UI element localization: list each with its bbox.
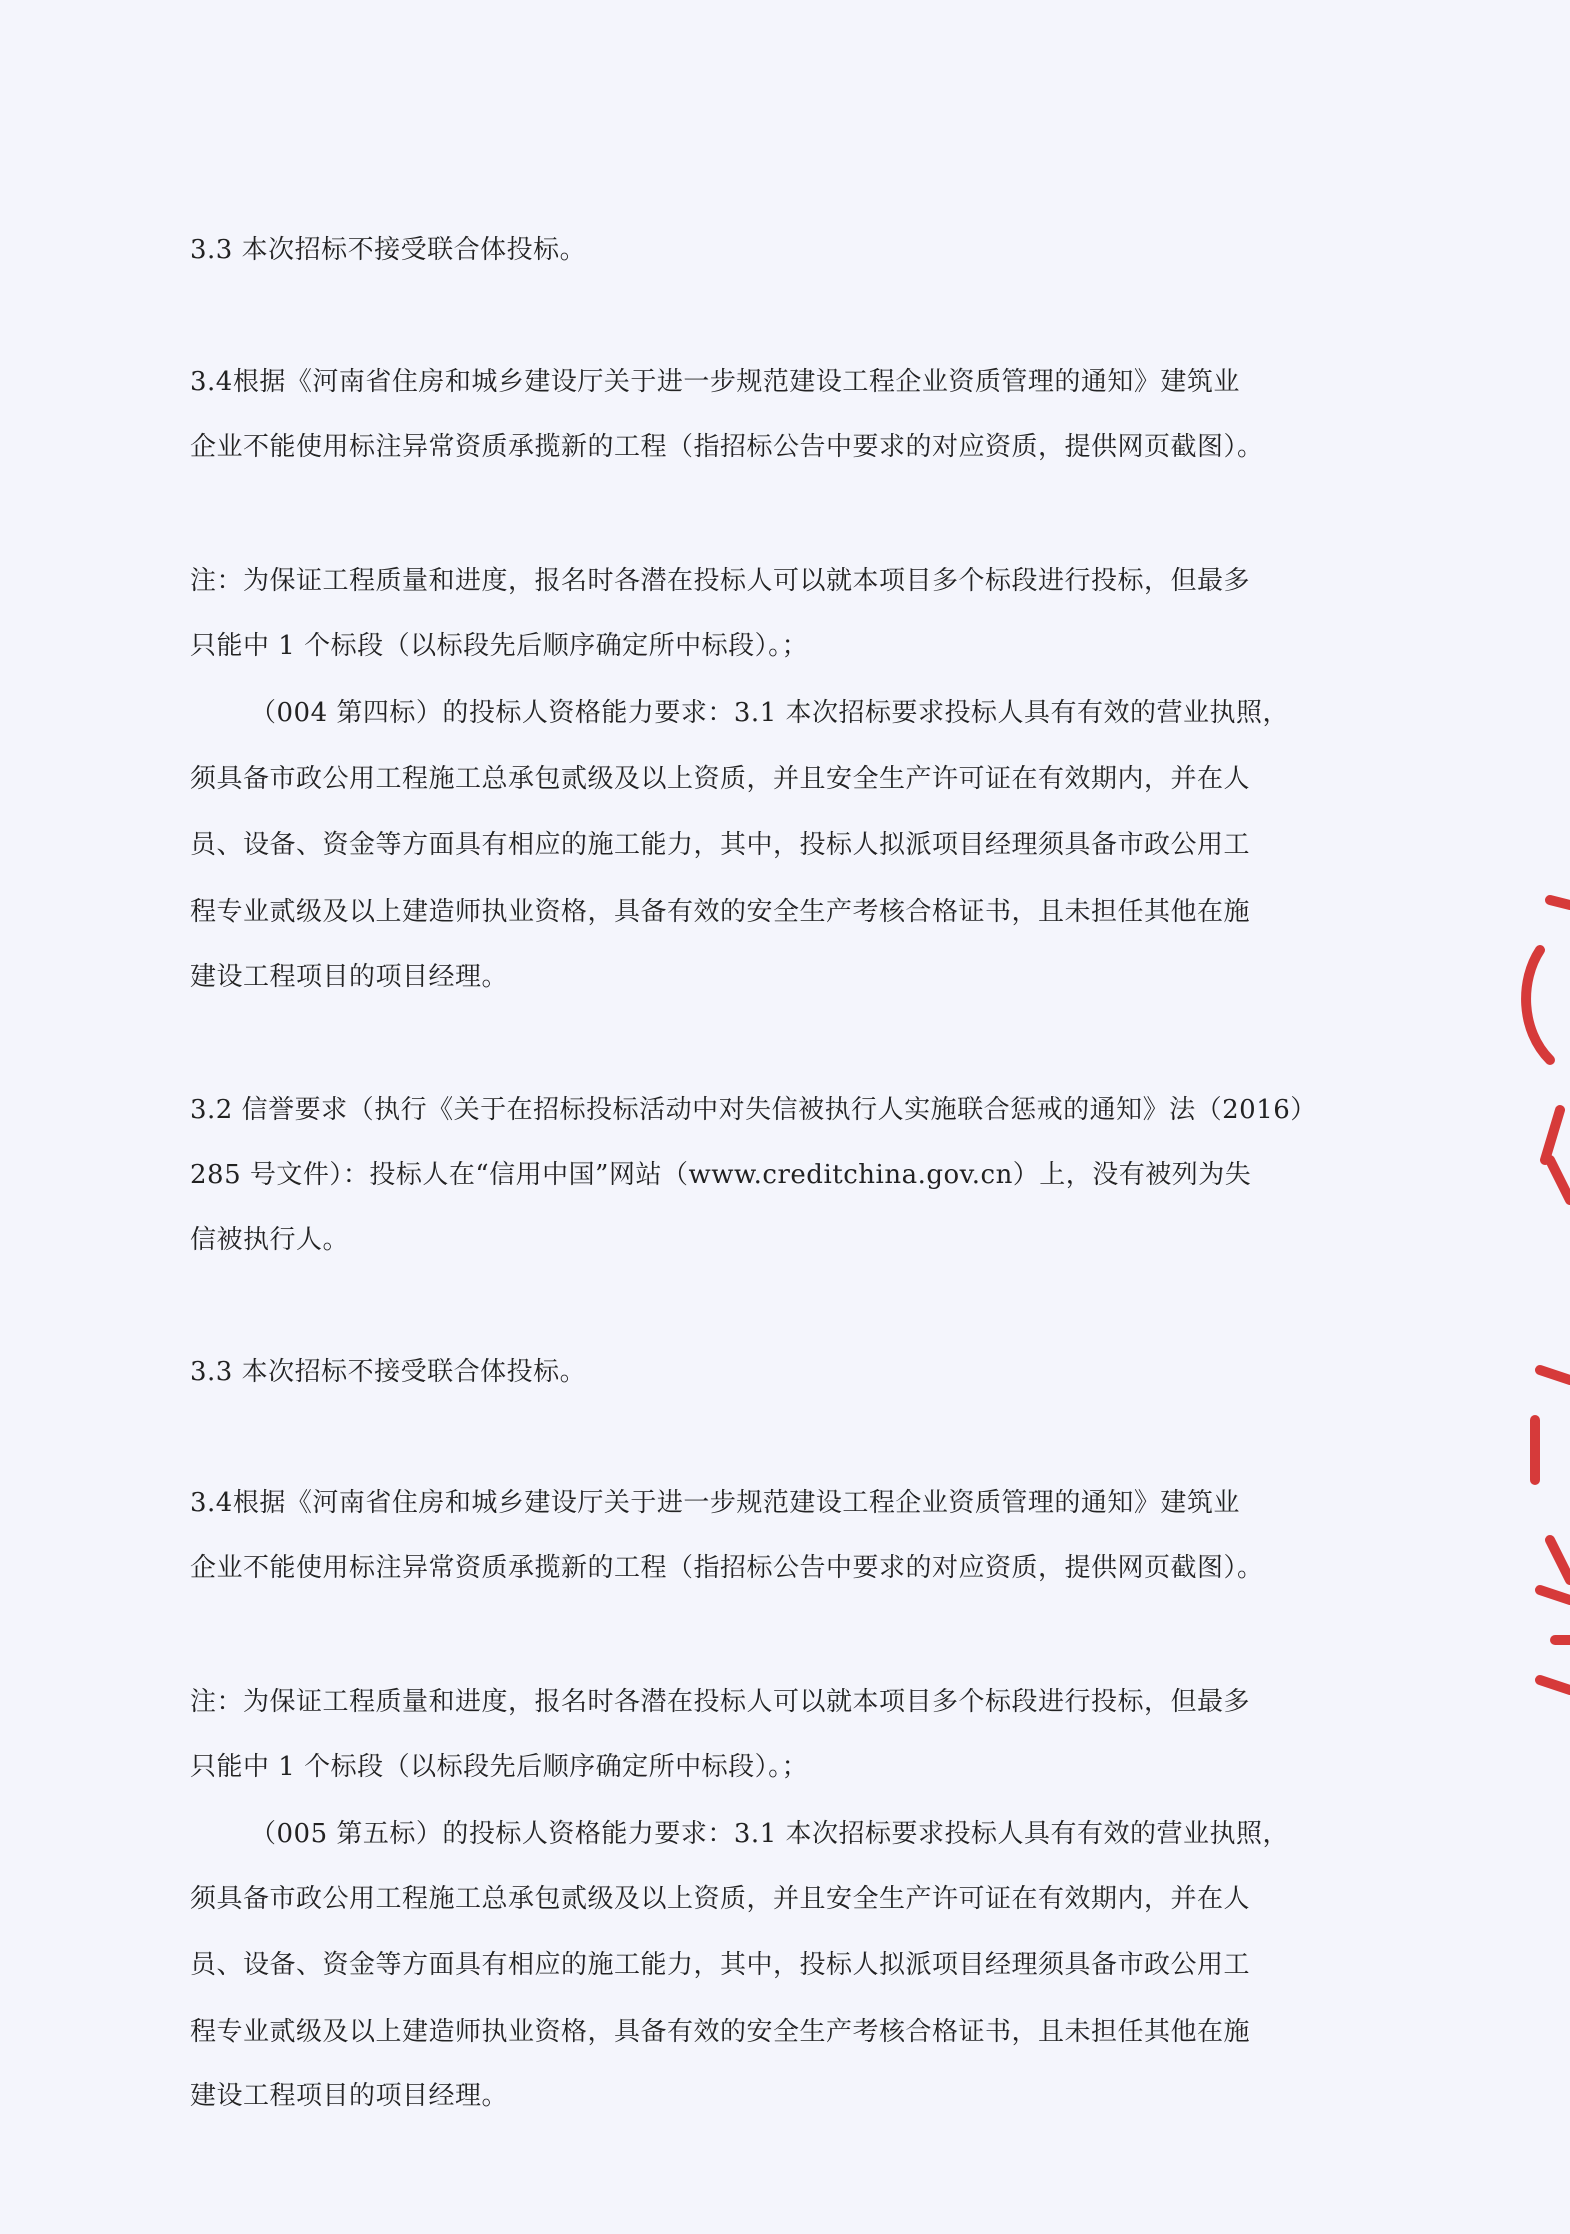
paragraph-line: （005 第五标）的投标人资格能力要求：3.1 本次招标要求投标人具有有效的营业执照， [250,1819,1290,1849]
red-seal-icon [1510,0,1570,2234]
paragraph-line: 285 号文件）：投标人在“信用中国”网站（www.creditchina.gov.cn）上，没有被列为失 [190,1160,1252,1190]
paragraph-line: （004 第四标）的投标人资格能力要求：3.1 本次招标要求投标人具有有效的营业执照， [250,698,1290,728]
paragraph-line: 注：为保证工程质量和进度，报名时各潜在投标人可以就本项目多个标段进行投标，但最多 [190,566,1251,596]
paragraph-line: 企业不能使用标注异常资质承揽新的工程（指招标公告中要求的对应资质，提供网页截图）。 [190,432,1264,462]
paragraph-line: 企业不能使用标注异常资质承揽新的工程（指招标公告中要求的对应资质，提供网页截图）。 [190,1553,1264,1583]
paragraph-line: 3.3 本次招标不接受联合体投标。 [190,235,587,265]
paragraph-line: 3.2 信誉要求（执行《关于在招标投标活动中对失信被执行人实施联合惩戒的通知》法（2016） [190,1095,1317,1125]
paragraph-line: 员、设备、资金等方面具有相应的施工能力，其中，投标人拟派项目经理须具备市政公用工 [190,1950,1251,1980]
paragraph-line: 注：为保证工程质量和进度，报名时各潜在投标人可以就本项目多个标段进行投标，但最多 [190,1687,1251,1717]
paragraph-line: 3.3 本次招标不接受联合体投标。 [190,1357,587,1387]
paragraph-line: 须具备市政公用工程施工总承包贰级及以上资质，并且安全生产许可证在有效期内，并在人 [190,764,1251,794]
paragraph-line: 程专业贰级及以上建造师执业资格，具备有效的安全生产考核合格证书，且未担任其他在施 [190,2017,1251,2047]
paragraph-line: 3.4根据《河南省住房和城乡建设厅关于进一步规范建设工程企业资质管理的通知》建筑业 [190,367,1240,397]
paragraph-line: 程专业贰级及以上建造师执业资格，具备有效的安全生产考核合格证书，且未担任其他在施 [190,897,1251,927]
paragraph-line: 建设工程项目的项目经理。 [190,962,509,992]
paragraph-line: 建设工程项目的项目经理。 [190,2081,509,2111]
paragraph-line: 信被执行人。 [190,1225,350,1255]
paragraph-line: 3.4根据《河南省住房和城乡建设厅关于进一步规范建设工程企业资质管理的通知》建筑业 [190,1488,1240,1518]
paragraph-line: 只能中 1 个标段（以标段先后顺序确定所中标段）。； [190,1752,809,1782]
paragraph-line: 员、设备、资金等方面具有相应的施工能力，其中，投标人拟派项目经理须具备市政公用工 [190,830,1251,860]
paragraph-line: 只能中 1 个标段（以标段先后顺序确定所中标段）。； [190,631,809,661]
paragraph-line: 须具备市政公用工程施工总承包贰级及以上资质，并且安全生产许可证在有效期内，并在人 [190,1884,1251,1914]
